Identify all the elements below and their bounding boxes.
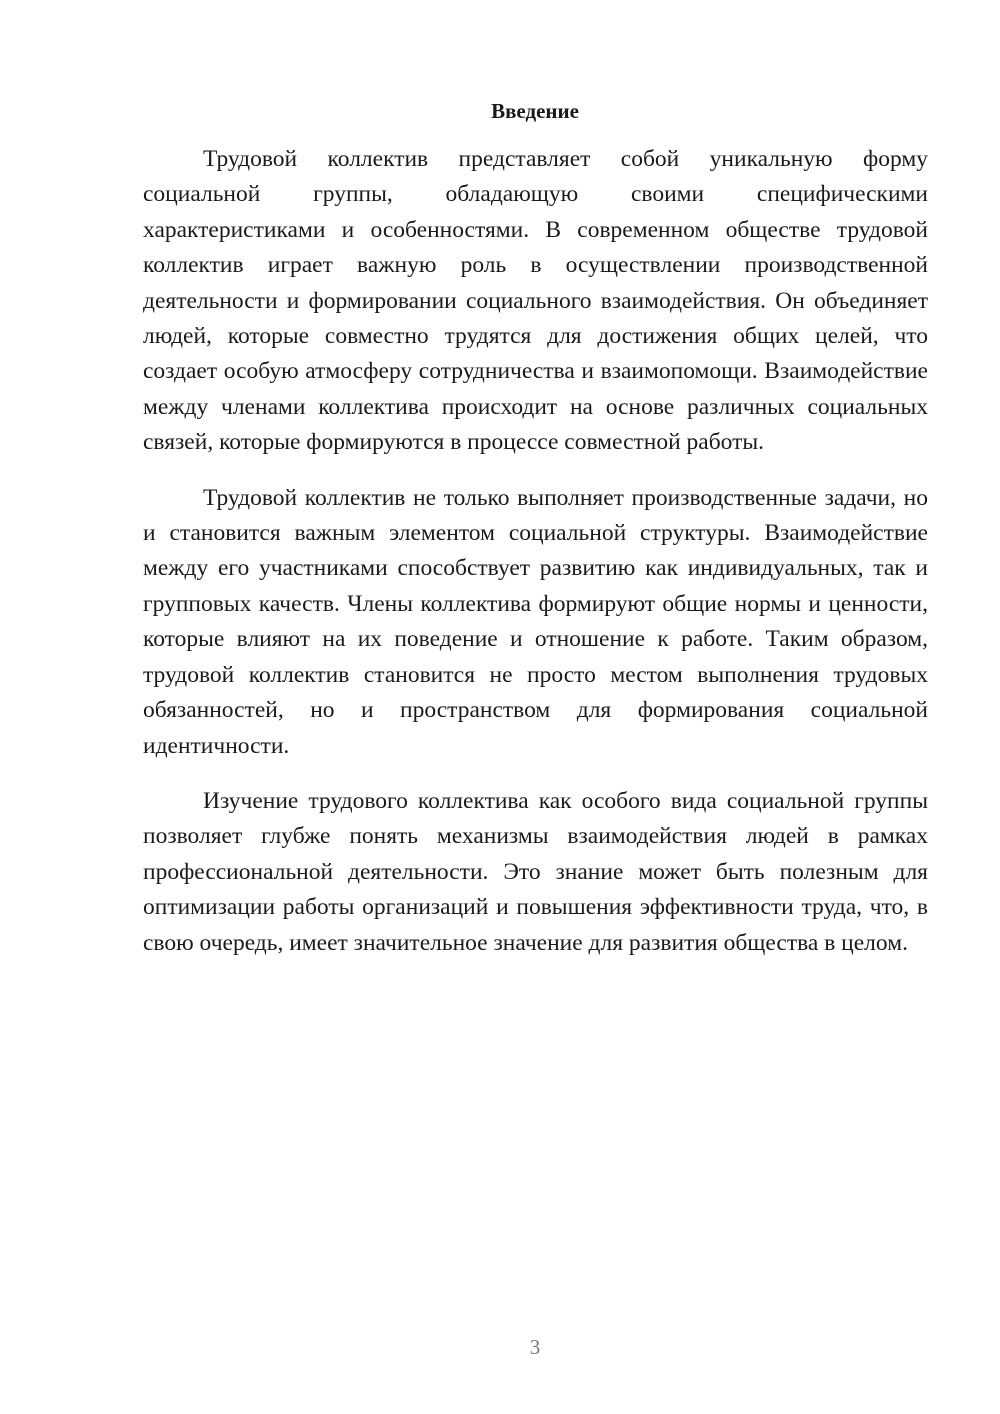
section-heading: Введение [491, 99, 579, 123]
page-number: 3 [529, 1335, 541, 1359]
paragraph-3: Изучение трудового коллектива как особого вида социальной группы позволяет глубже понять механизмы взаимодействия людей в рамках профессиональной деятельности. Это знание может быть полезным для оптимизации работы организаций и повышения эффективности труда, что, в свою очередь, имеет значительное значение для развития общества в целом. [143, 787, 928, 956]
paragraph-1: Трудовой коллектив представляет собой уникальную форму социальной группы, обладающую своими специфическими характеристиками и особенностями. В современном обществе трудовой коллектив играет важную роль в осуществлении производственной деятельности и формировании социального взаимодействия. Он объединяет людей, которые совместно трудятся для достижения общих целей, что создает особую атмосферу сотрудничества и взаимопомощи. Взаимодействие между членами коллектива происходит на основе различных социальных связей, которые формируются в процессе совместной работы. [143, 146, 928, 456]
paragraph-2: Трудовой коллектив не только выполняет производственные задачи, но и становится важным элементом социальной структуры. Взаимодействие между его участниками способствует развитию как индивидуальных, так и групповых качеств. Члены коллектива формируют общие нормы и ценности, которые влияют на их поведение и отношение к работе. Таким образом, трудовой коллектив становится не просто местом выполнения трудовых обязанностей, но и пространством для формирования социальной идентичности. [143, 484, 928, 759]
body-text [143, 142, 928, 981]
